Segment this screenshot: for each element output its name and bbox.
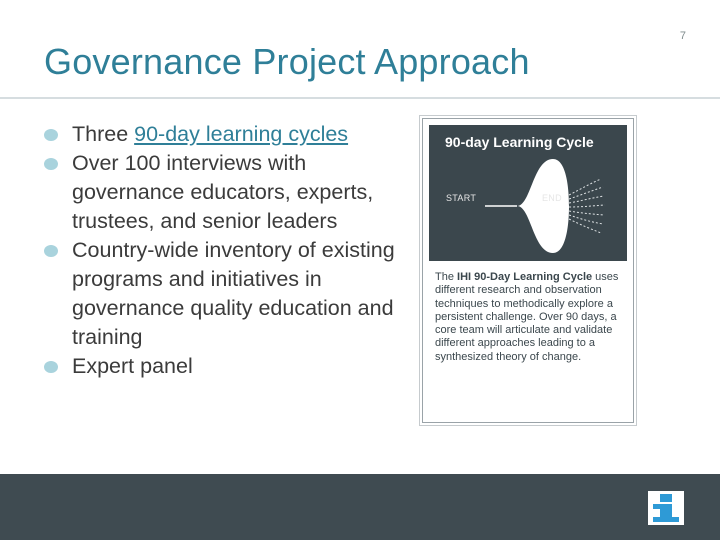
- learning-cycle-title: 90-day Learning Cycle: [445, 134, 594, 150]
- bullet-item-expert-panel: [44, 352, 404, 381]
- bullet-dot-icon: [44, 158, 58, 170]
- bullet-text: Expert panel: [72, 354, 193, 378]
- ihi-info-logo-icon: [648, 491, 684, 525]
- description-body: uses different research and observation techniques to methodically explore a persistent challenge. Over 90 days, a core team will articulate and validate different approaches leading to a synthesized theory of change.: [435, 271, 619, 363]
- divergent-lines: [569, 179, 605, 233]
- slide-title: Governance Project Approach: [44, 41, 530, 82]
- footer-bar: [0, 474, 720, 540]
- bullet-item-interviews: [44, 149, 404, 236]
- learning-cycles-link[interactable]: 90-day learning cycles: [134, 122, 349, 146]
- learning-cycle-description: [435, 271, 621, 364]
- bullet-text: Three: [72, 122, 135, 146]
- bullet-text: Over 100 interviews with governance educators, experts, trustees, and senior leaders: [72, 151, 374, 233]
- bullet-item-learning-cycles: [44, 120, 404, 149]
- bullet-text: Country-wide inventory of existing programs and initiatives in governance quality education and training: [72, 238, 395, 349]
- funnel-shape: [517, 159, 569, 253]
- bullet-dot-icon: [44, 129, 58, 141]
- end-label: END: [542, 193, 562, 203]
- bullet-item-inventory: [44, 236, 404, 352]
- description-prefix: The: [435, 271, 458, 283]
- start-label: START: [446, 193, 477, 203]
- learning-cycle-card: [422, 118, 634, 423]
- learning-cycle-diagram: [429, 125, 627, 261]
- bullet-dot-icon: [44, 361, 58, 373]
- description-emphasis: IHI 90-Day Learning Cycle: [457, 271, 593, 283]
- bullet-dot-icon: [44, 245, 58, 257]
- page-number: 7: [679, 30, 686, 42]
- bullet-list: [44, 120, 404, 381]
- title-divider: [0, 97, 720, 99]
